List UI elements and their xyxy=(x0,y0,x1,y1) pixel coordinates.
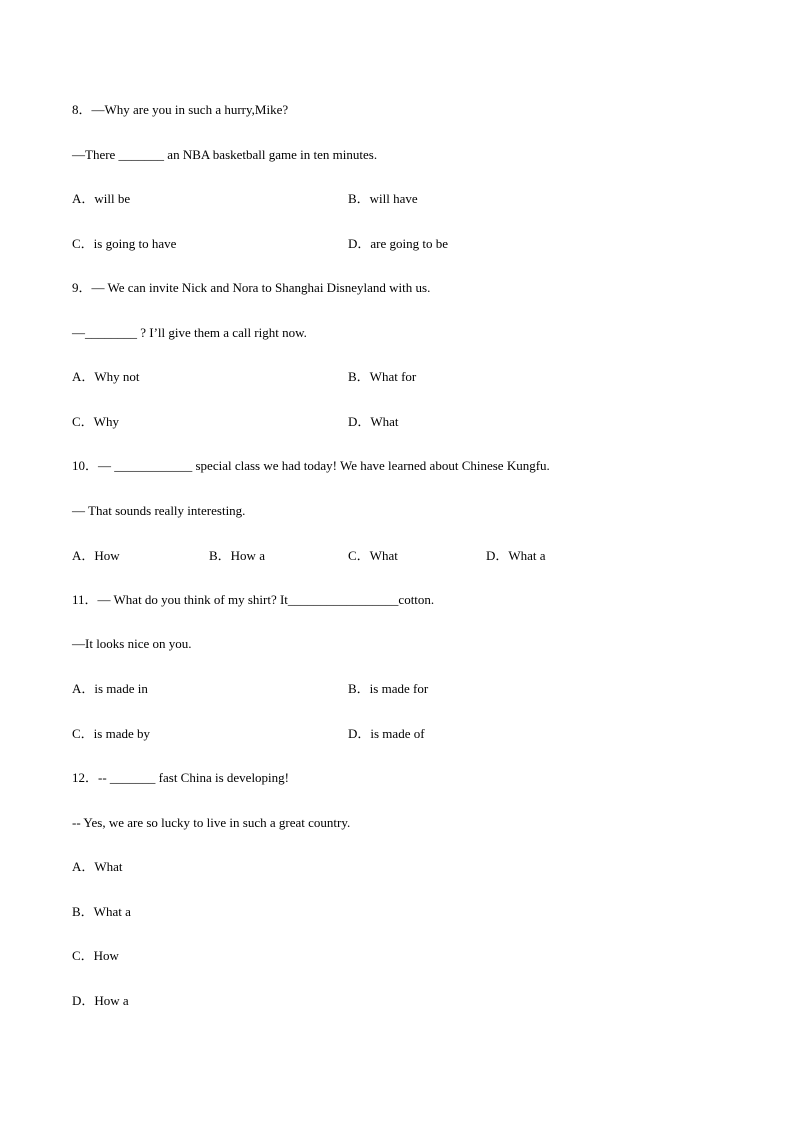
question-9-option-d: D．What xyxy=(348,414,399,429)
question-9-option-c: C．Why xyxy=(72,414,119,429)
question-12-option-b: B．What a xyxy=(72,904,131,919)
question-9-option-a: A．Why not xyxy=(72,369,140,384)
question-9-response: —________ ? I’ll give them a call right now. xyxy=(72,325,307,340)
question-8-response: —There _______ an NBA basketball game in ten minutes. xyxy=(72,147,378,162)
question-11-option-b: B．is made for xyxy=(348,681,429,696)
question-11-option-d: D．is made of xyxy=(348,726,425,741)
question-10-response: — That sounds really interesting. xyxy=(72,503,246,518)
question-10-option-a: A．How xyxy=(72,548,120,563)
question-8-stem: 8．—Why are you in such a hurry,Mike? xyxy=(72,102,289,117)
question-11-option-a: A．is made in xyxy=(72,681,148,696)
question-12-response: -- Yes, we are so lucky to live in such a great country. xyxy=(72,815,351,830)
question-8-option-d: D．are going to be xyxy=(348,236,449,251)
question-12-option-a: A．What xyxy=(72,859,123,874)
question-11-response: —It looks nice on you. xyxy=(72,636,192,651)
question-11-option-c: C．is made by xyxy=(72,726,150,741)
question-10-option-b: B．How a xyxy=(209,548,265,563)
question-12-stem: 12．-- _______ fast China is developing! xyxy=(72,770,289,785)
question-10-option-c: C．What xyxy=(348,548,398,563)
question-8-option-a: A．will be xyxy=(72,191,131,206)
question-9-stem: 9．— We can invite Nick and Nora to Shanghai Disneyland with us. xyxy=(72,280,431,295)
question-10-stem: 10．— ____________ special class we had today! We have learned about Chinese Kungfu. xyxy=(72,458,550,473)
question-11-stem: 11．— What do you think of my shirt? It_________________cotton. xyxy=(72,592,435,607)
question-12-option-c: C．How xyxy=(72,948,119,963)
question-8-option-b: B．will have xyxy=(348,191,418,206)
question-12-option-d: D．How a xyxy=(72,993,129,1008)
question-8-option-c: C．is going to have xyxy=(72,236,177,251)
question-9-option-b: B．What for xyxy=(348,369,417,384)
question-10-option-d: D．What a xyxy=(486,548,546,563)
